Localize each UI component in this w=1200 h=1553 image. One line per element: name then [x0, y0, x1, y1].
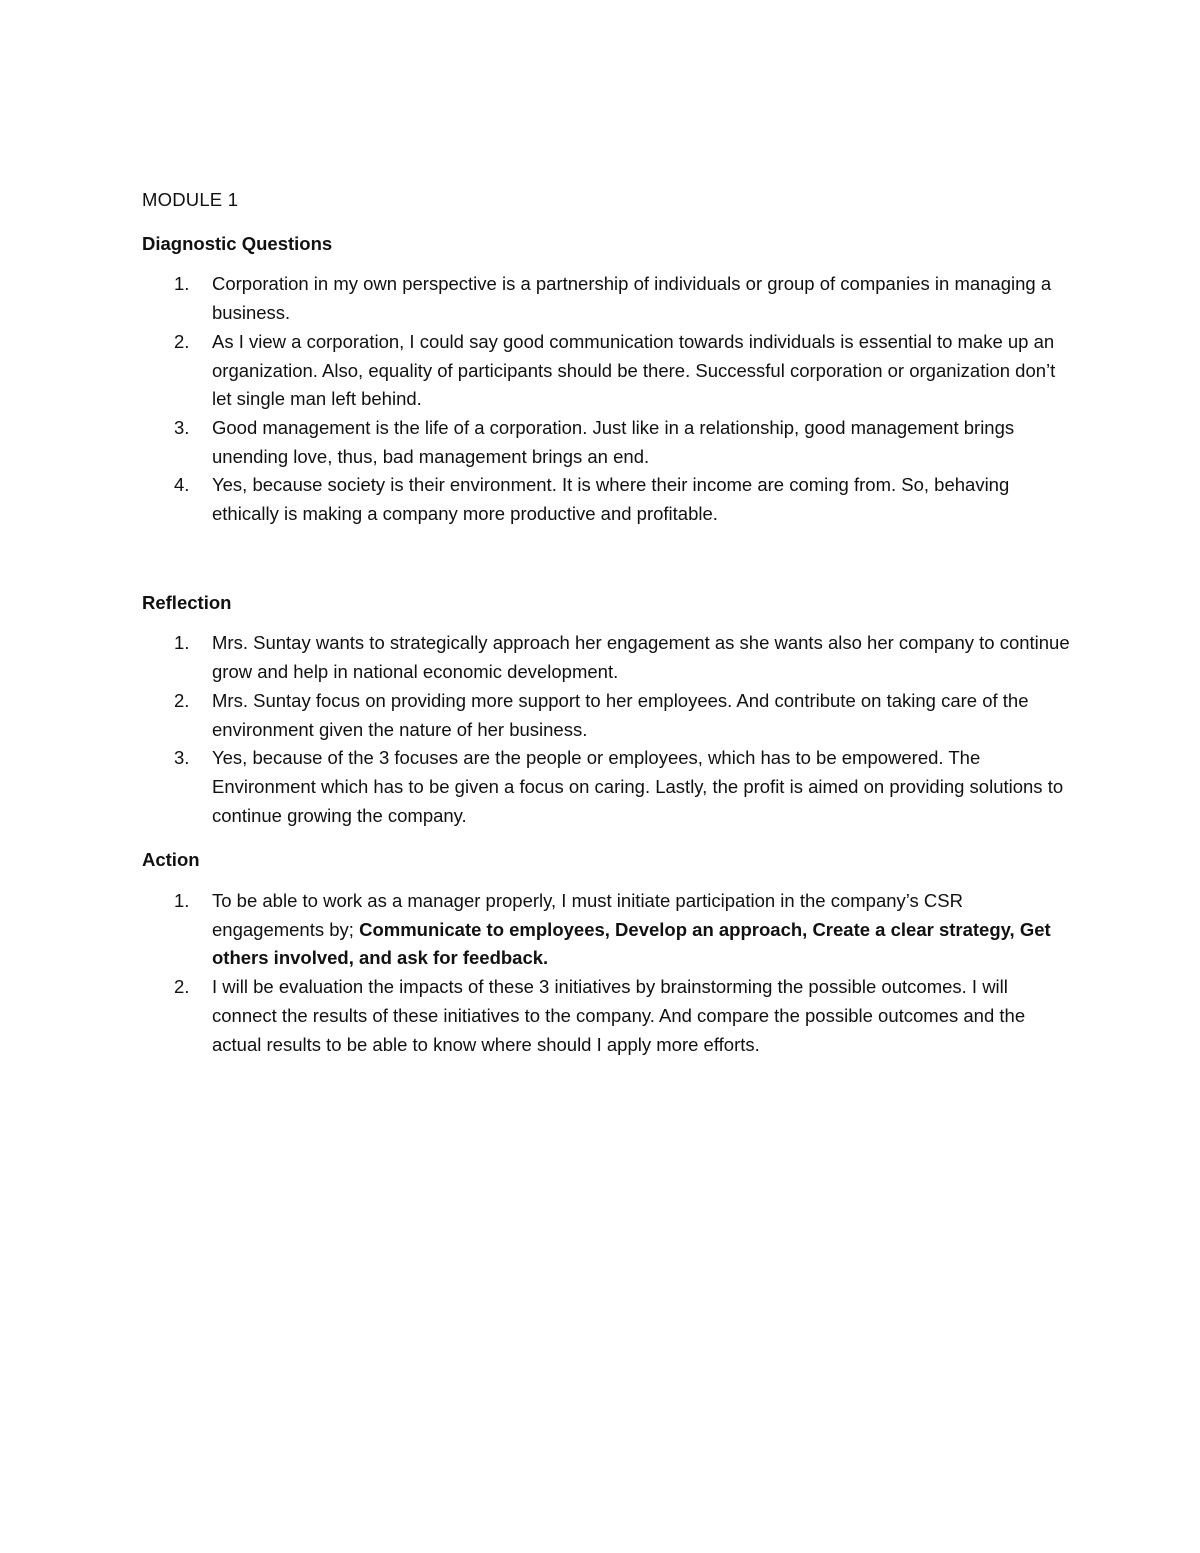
diagnostic-questions-heading: Diagnostic Questions: [142, 232, 333, 254]
list-item-number: 1.: [174, 273, 190, 295]
list-item: [142, 973, 1072, 1059]
list-item: [142, 414, 1072, 471]
list-item-number: 2.: [174, 330, 190, 352]
list-item-number: 4.: [174, 474, 190, 496]
section-spacer: [142, 529, 1072, 589]
list-item-text: Corporation in my own perspective is a partnership of individuals or group of companies in managing a business.: [212, 273, 1052, 324]
list-item-number: 1.: [174, 890, 190, 912]
list-item: [142, 328, 1072, 414]
action-list: [142, 887, 1072, 1059]
list-item: [142, 270, 1072, 327]
list-item-text-prefix: To be able to work as a manager properly, I must initiate participation in the company’s CSR engagements by;: [212, 890, 963, 940]
list-item-text: Good management is the life of a corporation. Just like in a relationship, good management brings unending love, thus, bad management brings an end.: [212, 416, 1015, 467]
list-item-text-bold: Communicate to employees, Develop an approach, Create a clear strategy, Get others involved, and ask for feedback.: [212, 918, 1051, 969]
list-item-number: 3.: [174, 416, 190, 438]
list-item-number: 1.: [174, 632, 190, 654]
list-item-text: Mrs. Suntay focus on providing more support to her employees. And contribute on taking care of the environment given the nature of her business.: [212, 689, 1029, 740]
list-item-number: 2.: [174, 976, 190, 998]
list-item: [142, 471, 1072, 528]
diagnostic-questions-section: [142, 230, 1072, 529]
list-item-text: Yes, because of the 3 focuses are the people or employees, which has to be empowered. The Environment which has to be given a focus on caring. Lastly, the profit is aimed on providing solutions to continue growing the company.: [212, 747, 1064, 826]
diagnostic-questions-list: [142, 270, 1072, 528]
action-section: [142, 846, 1072, 1059]
list-item: [142, 887, 1072, 973]
list-item: [142, 687, 1072, 744]
list-item-text: As I view a corporation, I could say good communication towards individuals is essential to make up an organization. Also, equality of participants should be there. Successful corporation or organization don’t let single man left behind.: [212, 330, 1056, 410]
document-title: MODULE 1: [142, 189, 239, 210]
list-item: [142, 629, 1072, 686]
reflection-list: [142, 629, 1072, 830]
list-item-text: I will be evaluation the impacts of these 3 initiatives by brainstorming the possible outcomes. I will connect the results of these initiatives to the company. And compare the possible outcomes and the actual results to be able to know where should I apply more efforts.: [212, 976, 1026, 1055]
reflection-heading: Reflection: [142, 591, 232, 613]
section-spacer: [142, 830, 1072, 846]
list-item-text: Yes, because society is their environment. It is where their income are coming from. So, behaving ethically is making a company more productive and profitable.: [212, 474, 1010, 525]
reflection-section: [142, 589, 1072, 831]
list-item: [142, 744, 1072, 830]
list-item-number: 3.: [174, 747, 190, 769]
list-item-text: Mrs. Suntay wants to strategically approach her engagement as she wants also her company to continue grow and help in national economic development.: [212, 632, 1070, 683]
list-item-text: [212, 887, 1072, 973]
document-content: [142, 186, 1072, 1059]
action-heading: Action: [142, 849, 200, 871]
list-item-number: 2.: [174, 689, 190, 711]
